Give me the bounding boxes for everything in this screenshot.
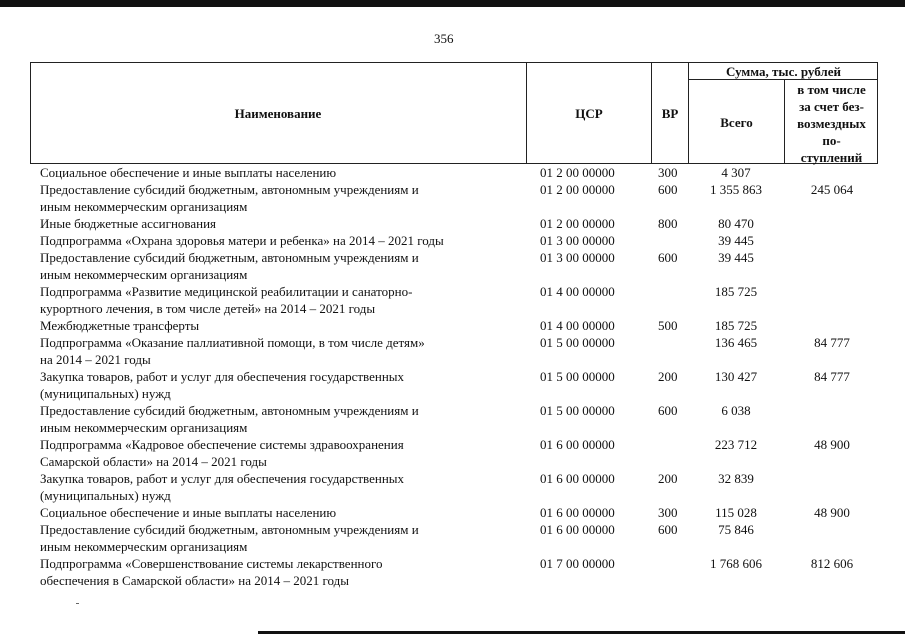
row-name <box>40 334 530 368</box>
row-total: 185 725 <box>714 284 758 299</box>
row-vr: 200 <box>658 471 678 486</box>
row-total: 223 712 <box>714 437 758 452</box>
header-incl-line: ступлений <box>800 150 863 165</box>
row-name <box>40 164 530 181</box>
row-name-line: Предоставление субсидий бюджетным, автономным учреждениям и <box>40 403 419 418</box>
table-row <box>0 555 905 589</box>
row-csr: 01 3 00 00000 <box>540 233 615 248</box>
row-csr: 01 6 00 00000 <box>540 471 615 486</box>
row-vr: 600 <box>658 522 678 537</box>
row-name <box>40 232 530 249</box>
row-csr: 01 4 00 00000 <box>540 284 615 299</box>
row-csr: 01 6 00 00000 <box>540 505 615 520</box>
row-csr: 01 5 00 00000 <box>540 369 615 384</box>
row-name-line: Иные бюджетные ассигнования <box>40 216 217 231</box>
scan-mark <box>76 603 79 604</box>
row-csr: 01 4 00 00000 <box>540 318 615 333</box>
row-name-line: Подпрограмма «Оказание паллиативной помощи, в том числе детям» <box>40 335 425 350</box>
row-name-line: Закупка товаров, работ и услуг для обеспечения государственных <box>40 471 405 486</box>
row-name-line: Самарской области» на 2014 – 2021 годы <box>40 454 267 469</box>
header-vr: ВР <box>661 106 679 121</box>
row-name-line: Подпрограмма «Кадровое обеспечение системы здравоохранения <box>40 437 404 452</box>
row-total: 1 768 606 <box>710 556 762 571</box>
table-row <box>0 232 905 249</box>
row-vr: 800 <box>658 216 678 231</box>
header-incl-line: по- <box>822 133 841 148</box>
row-total: 32 839 <box>718 471 754 486</box>
row-incl: 84 777 <box>814 369 850 384</box>
row-name-line: Подпрограмма «Охрана здоровья матери и ребенка» на 2014 – 2021 годы <box>40 233 444 248</box>
row-name-line: Предоставление субсидий бюджетным, автономным учреждениям и <box>40 182 419 197</box>
row-total: 75 846 <box>718 522 754 537</box>
row-name <box>40 504 530 521</box>
table-row <box>0 436 905 470</box>
row-csr: 01 3 00 00000 <box>540 250 615 265</box>
table-row <box>0 283 905 317</box>
row-total: 39 445 <box>718 233 754 248</box>
row-incl: 48 900 <box>814 505 850 520</box>
table-row <box>0 368 905 402</box>
row-name <box>40 521 530 555</box>
header-csr: ЦСР <box>575 106 603 121</box>
row-csr: 01 2 00 00000 <box>540 182 615 197</box>
row-name-line: на 2014 – 2021 годы <box>40 352 151 367</box>
row-vr: 600 <box>658 182 678 197</box>
table-row <box>0 470 905 504</box>
header-incl-line: в том числе <box>797 82 866 97</box>
row-incl: 245 064 <box>810 182 854 197</box>
row-vr: 500 <box>658 318 678 333</box>
row-name-line: Подпрограмма «Развитие медицинской реабилитации и санаторно- <box>40 284 413 299</box>
table-row <box>0 334 905 368</box>
row-name-line: иным некоммерческим организациям <box>40 420 248 435</box>
row-total: 39 445 <box>718 250 754 265</box>
row-name <box>40 436 530 470</box>
row-total: 136 465 <box>714 335 758 350</box>
row-name-line: Социальное обеспечение и иные выплаты населению <box>40 505 337 520</box>
header-sum: Сумма, тыс. рублей <box>726 64 841 79</box>
row-name-line: иным некоммерческим организациям <box>40 199 248 214</box>
row-total: 4 307 <box>721 165 751 180</box>
bottom-rule <box>258 631 905 634</box>
row-vr: 300 <box>658 165 678 180</box>
top-rule <box>0 0 905 7</box>
row-csr: 01 5 00 00000 <box>540 403 615 418</box>
row-name-line: иным некоммерческим организациям <box>40 539 248 554</box>
row-incl: 84 777 <box>814 335 850 350</box>
row-name <box>40 368 530 402</box>
row-name <box>40 317 530 334</box>
header-incl-line: возмездных <box>797 116 866 131</box>
row-total: 185 725 <box>714 318 758 333</box>
row-name-line: иным некоммерческим организациям <box>40 267 248 282</box>
row-name <box>40 470 530 504</box>
row-vr: 600 <box>658 403 678 418</box>
row-vr: 300 <box>658 505 678 520</box>
table-row <box>0 317 905 334</box>
header-total: Всего <box>720 115 753 130</box>
row-name <box>40 181 530 215</box>
table-row <box>0 521 905 555</box>
row-vr: 200 <box>658 369 678 384</box>
row-total: 115 028 <box>715 505 757 520</box>
header-incl-line: за счет без- <box>799 99 864 114</box>
row-csr: 01 5 00 00000 <box>540 335 615 350</box>
header-name: Наименование <box>234 106 322 121</box>
row-csr: 01 6 00 00000 <box>540 437 615 452</box>
row-name-line: Предоставление субсидий бюджетным, автономным учреждениям и <box>40 522 419 537</box>
row-total: 130 427 <box>714 369 758 384</box>
row-csr: 01 2 00 00000 <box>540 165 615 180</box>
row-total: 80 470 <box>718 216 754 231</box>
row-name <box>40 283 530 317</box>
row-incl: 812 606 <box>810 556 854 571</box>
row-vr: 600 <box>658 250 678 265</box>
row-name-line: курортного лечения, в том числе детей» на 2014 – 2021 годы <box>40 301 376 316</box>
row-incl: 48 900 <box>814 437 850 452</box>
row-total: 1 355 863 <box>710 182 762 197</box>
row-name <box>40 249 530 283</box>
row-csr: 01 7 00 00000 <box>540 556 615 571</box>
table-row <box>0 402 905 436</box>
table-row <box>0 249 905 283</box>
row-total: 6 038 <box>721 403 751 418</box>
row-csr: 01 6 00 00000 <box>540 522 615 537</box>
table-row <box>0 181 905 215</box>
row-name-line: (муниципальных) нужд <box>40 488 171 503</box>
row-name-line: Межбюджетные трансферты <box>40 318 200 333</box>
row-name-line: Закупка товаров, работ и услуг для обеспечения государственных <box>40 369 405 384</box>
row-name <box>40 402 530 436</box>
header-incl <box>785 81 878 166</box>
table-row <box>0 504 905 521</box>
table-row <box>0 215 905 232</box>
row-name-line: (муниципальных) нужд <box>40 386 171 401</box>
row-csr: 01 2 00 00000 <box>540 216 615 231</box>
row-name-line: Подпрограмма «Совершенствование системы лекарственного <box>40 556 383 571</box>
row-name-line: Социальное обеспечение и иные выплаты населению <box>40 165 337 180</box>
row-name-line: Предоставление субсидий бюджетным, автономным учреждениям и <box>40 250 419 265</box>
row-name-line: обеспечения в Самарской области» на 2014 – 2021 годы <box>40 573 349 588</box>
row-name <box>40 555 530 589</box>
row-name <box>40 215 530 232</box>
table-row <box>0 164 905 181</box>
page-number: 356 <box>434 31 454 46</box>
